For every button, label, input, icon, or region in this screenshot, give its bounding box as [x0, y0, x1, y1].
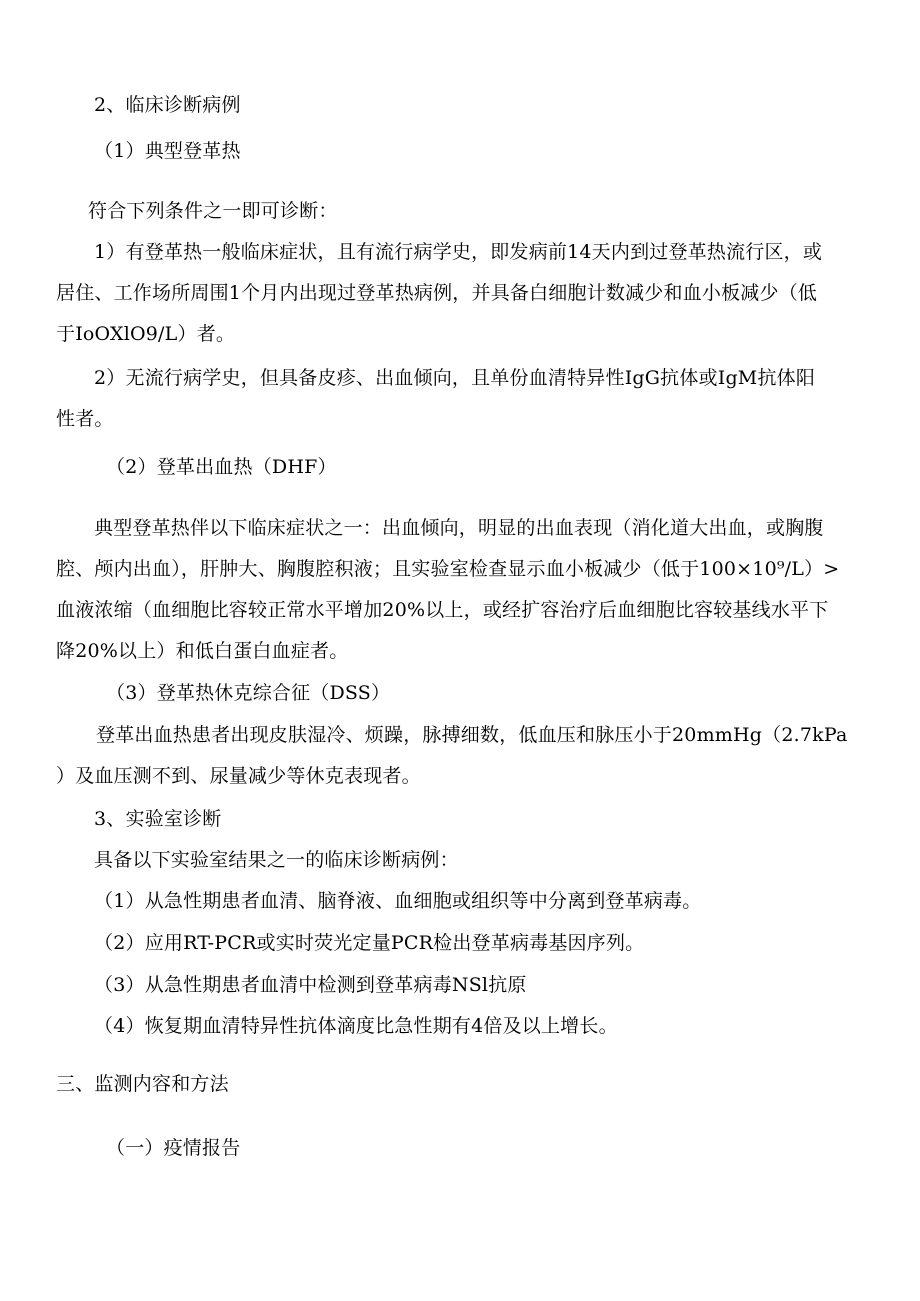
lab-criterion-1: （1）从急性期患者血清、脑脊液、血细胞或组织等中分离到登革病毒。	[94, 890, 702, 912]
condition-2-line-1: 2）无流行病学史，但具备皮疹、出血倾向，且单份血清特异性IgG抗体或IgM抗体阳	[94, 367, 816, 389]
condition-1-line-1: 1）有登革热一般临床症状，且有流行病学史，即发病前14天内到过登革热流行区，或	[94, 241, 823, 263]
dhf-paragraph-line-2: 腔、颅内出血），肝肿大、胸腹腔积液；且实验室检查显示血小板减少（低于100×10⁹/L）>	[56, 558, 840, 580]
section-3-intro: 具备以下实验室结果之一的临床诊断病例：	[94, 849, 459, 871]
subsection-2-heading: （2）登革出血热（DHF）	[106, 456, 337, 478]
dss-paragraph-line-1: 登革出血热患者出现皮肤湿冷、烦躁，脉搏细数，低血压和脉压小于20mmHg（2.7kPa	[96, 724, 848, 746]
dhf-paragraph-line-1: 典型登革热伴以下临床症状之一：出血倾向，明显的出血表现（消化道大出血，或胸腹	[94, 517, 824, 539]
condition-2-line-2: 性者。	[56, 408, 114, 430]
condition-1-line-3: 于IoOXlO9/L）者。	[56, 323, 236, 345]
part-3-heading: 三、监测内容和方法	[56, 1073, 229, 1095]
subsection-3-heading: （3）登革热休克综合征（DSS）	[106, 682, 391, 704]
section-3-heading: 3、实验室诊断	[94, 808, 222, 830]
condition-1-line-2: 居住、工作场所周围1个月内出现过登革热病例，并具备白细胞计数减少和血小板减少（低	[56, 282, 818, 304]
subsection-1-intro: 符合下列条件之一即可诊断：	[88, 200, 338, 222]
lab-criterion-3: （3）从急性期患者血清中检测到登革病毒NSl抗原	[94, 974, 527, 996]
subsection-1-heading: （1）典型登革热	[94, 140, 241, 162]
dhf-paragraph-line-4: 降20%以上）和低白蛋白血症者。	[56, 640, 349, 662]
lab-criterion-2: （2）应用RT-PCR或实时荧光定量PCR检出登革病毒基因序列。	[94, 932, 645, 954]
lab-criterion-4: （4）恢复期血清特异性抗体滴度比急性期有4倍及以上增长。	[94, 1015, 618, 1037]
dhf-paragraph-line-3: 血液浓缩（血细胞比容较正常水平增加20%以上，或经扩容治疗后血细胞比容较基线水平下	[56, 599, 829, 621]
dss-paragraph-line-2: ）及血压测不到、尿量减少等休克表现者。	[56, 765, 421, 787]
section-2-heading: 2、临床诊断病例	[94, 94, 241, 116]
part-3-subheading-1: （一）疫情报告	[106, 1137, 241, 1159]
